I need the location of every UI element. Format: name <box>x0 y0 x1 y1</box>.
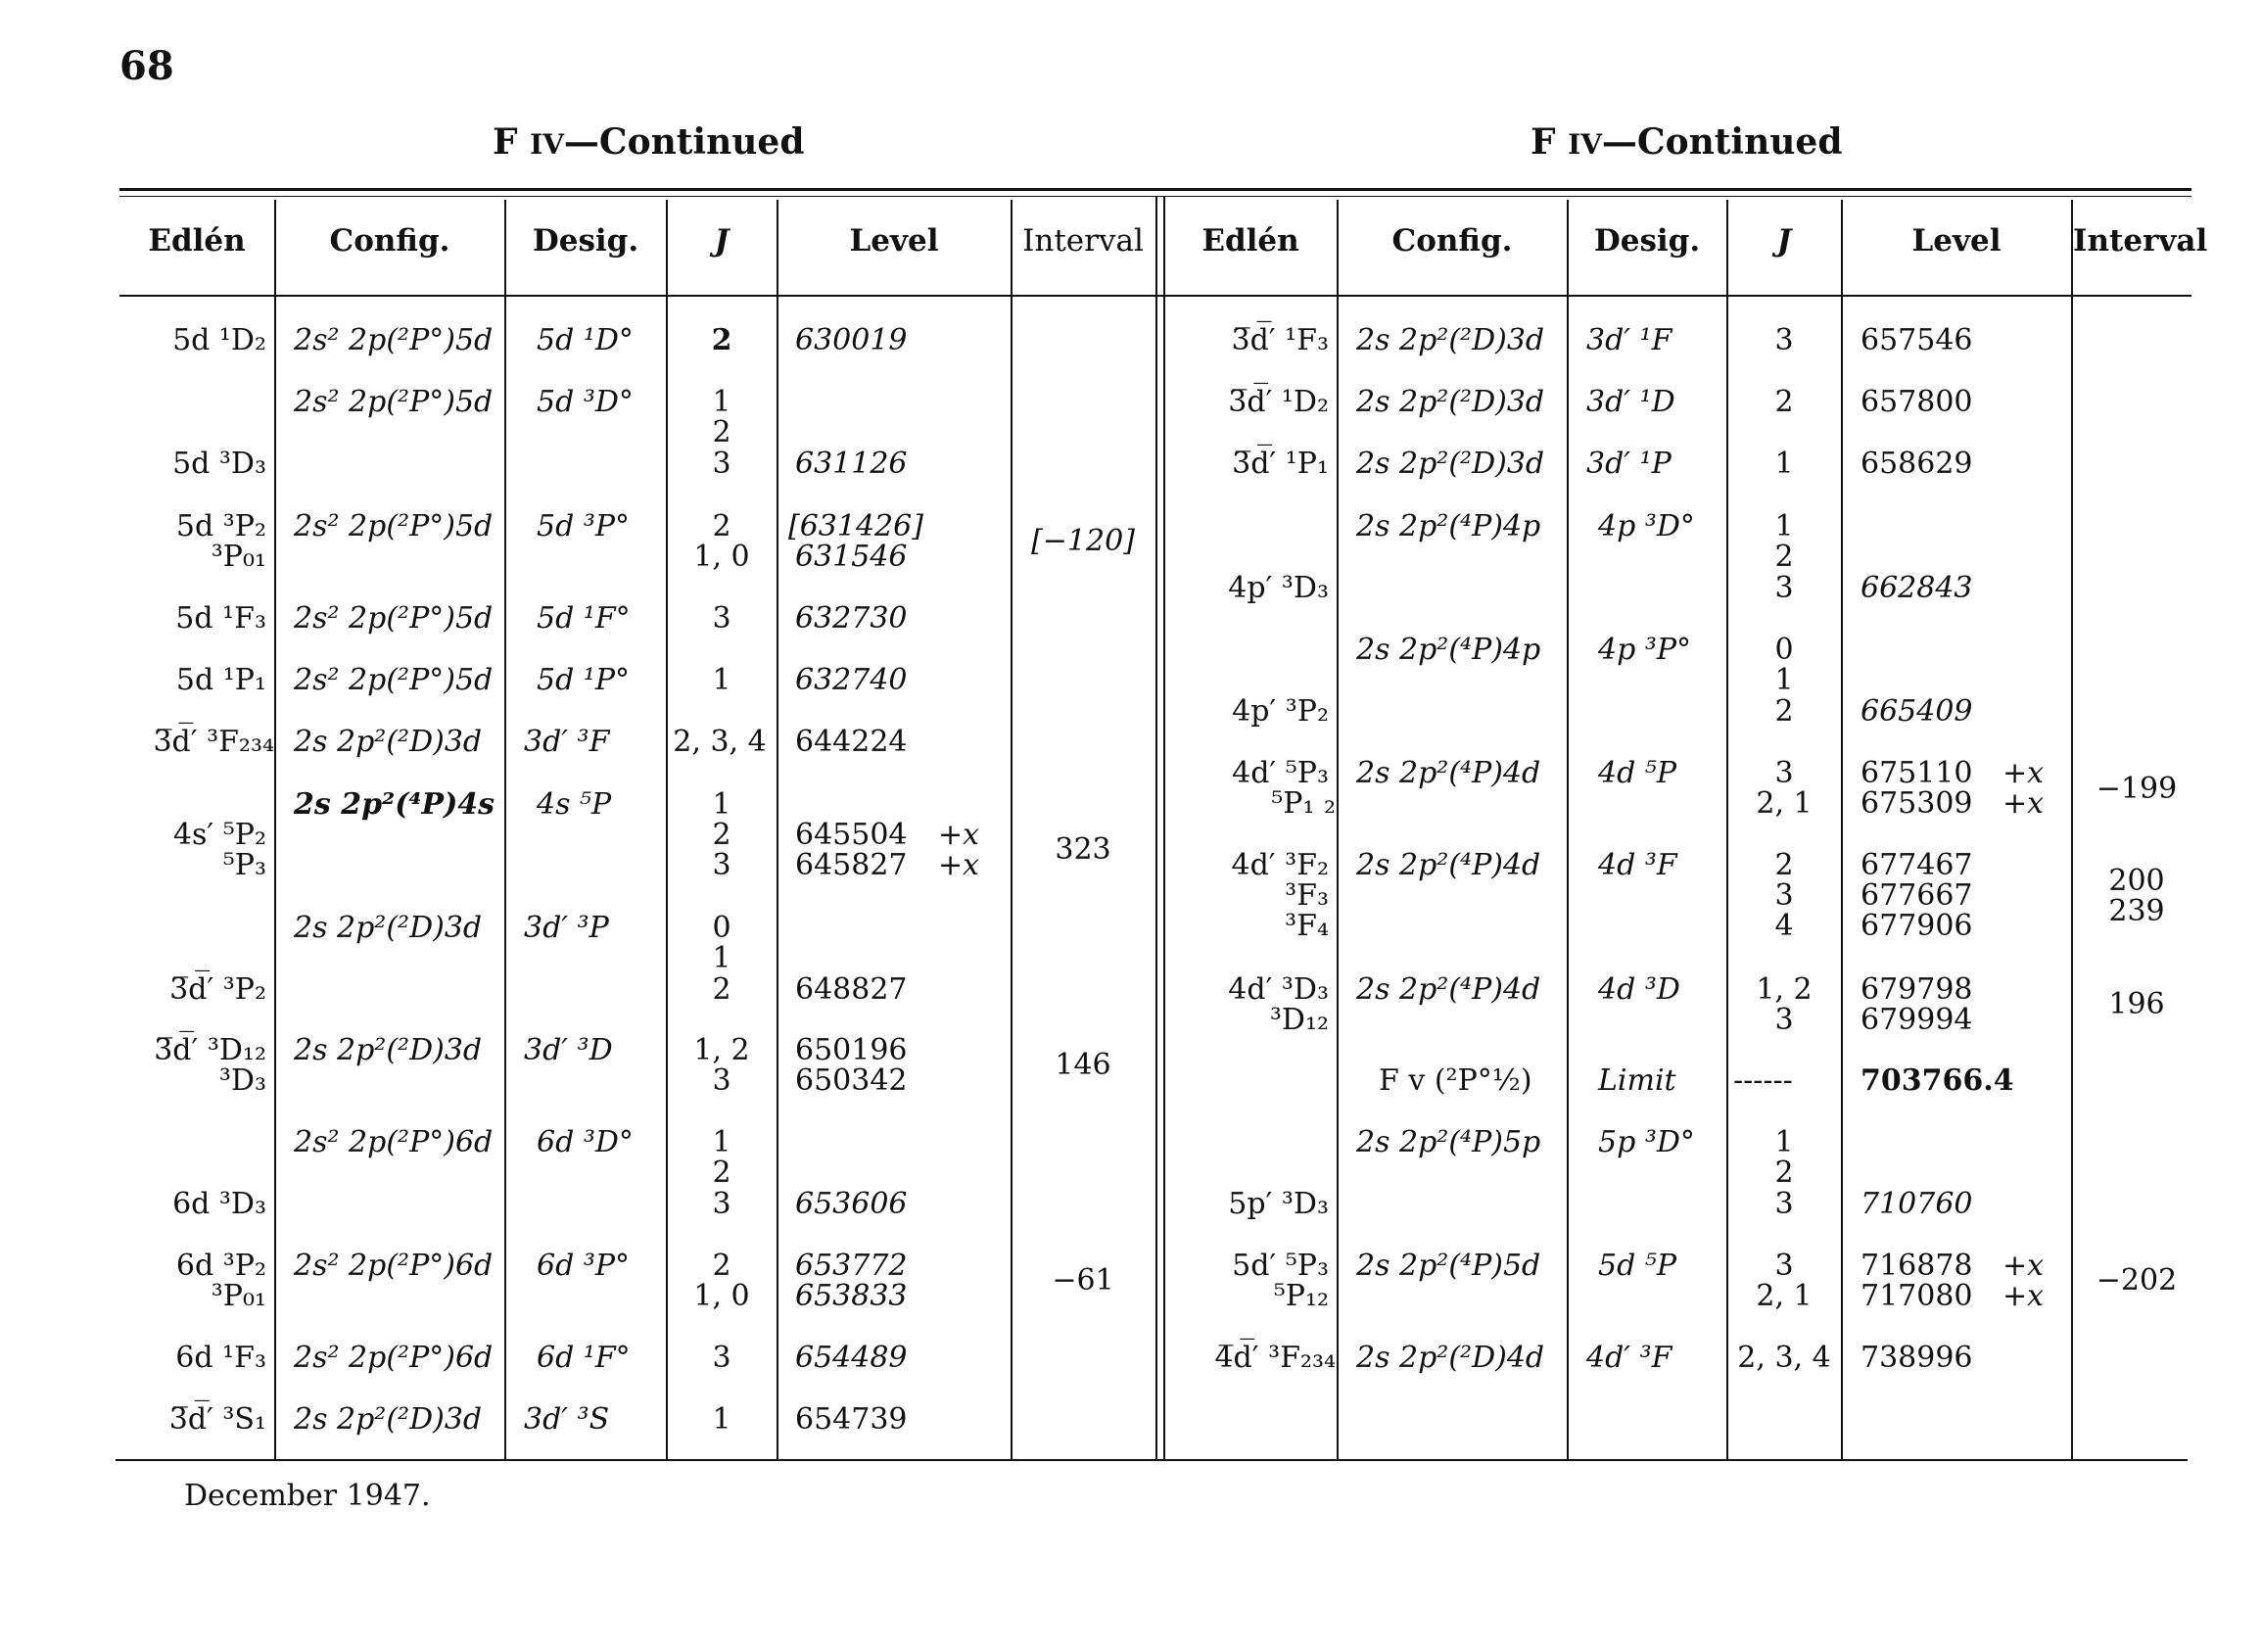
edlen-cell: 6d ³D₃ <box>172 1187 266 1221</box>
edlen-cell: 4̅d̅′ ³F₂₃₄ <box>1214 1341 1336 1375</box>
vline <box>777 200 778 1459</box>
level-cell: 717080 <box>1861 1279 1973 1313</box>
level-cell: 648827 <box>795 972 908 1007</box>
desig-cell: 5d ³D° <box>537 385 634 419</box>
j-cell: 3 <box>712 447 731 481</box>
level-cell: 710760 <box>1861 1187 1973 1221</box>
interval-cell: 239 <box>2108 894 2165 928</box>
edlen-cell: 6d ³P₂ <box>175 1249 266 1283</box>
edlen-cell: 5d′ ⁵P₃ <box>1232 1249 1329 1283</box>
j-cell: 1 <box>712 663 731 697</box>
desig-cell: 6d ¹F° <box>537 1341 631 1375</box>
edlen-cell: 4d′ ³D₃ <box>1228 972 1329 1007</box>
desig-cell: 4d ³D <box>1598 972 1680 1007</box>
j-cell: 3 <box>1774 878 1794 913</box>
desig-cell: 4p ³P° <box>1598 633 1692 667</box>
edlen-cell: 3̅d̅′ ¹F₃ <box>1231 323 1329 357</box>
interval-cell: −202 <box>2096 1263 2178 1298</box>
j-cell: 2 <box>1774 1156 1794 1190</box>
desig-cell: 6d ³D° <box>537 1125 634 1159</box>
config-cell: 2s 2p²(⁴P)5d <box>1356 1249 1541 1283</box>
level-cell: 630019 <box>795 323 908 357</box>
interval-cell: −199 <box>2096 772 2178 806</box>
left-header-j: J <box>714 223 730 259</box>
config-cell: 2s 2p²(⁴P)4s <box>294 787 495 822</box>
vline <box>1726 200 1728 1459</box>
edlen-cell: 5p′ ³D₃ <box>1228 1187 1329 1221</box>
j-cell: 3 <box>1774 756 1794 790</box>
config-cell: 2s² 2p(²P°)6d <box>294 1341 494 1375</box>
edlen-cell: ³F₄ <box>1285 909 1329 943</box>
right-header-config: Config. <box>1391 223 1513 259</box>
edlen-cell: ³P₀₁ <box>211 1279 266 1313</box>
desig-cell: 4s ⁵P <box>537 787 612 822</box>
left-title-rest: —Continued <box>563 121 805 163</box>
config-cell: 2s 2p²(²D)3d <box>1356 385 1545 419</box>
vline <box>1841 200 1843 1459</box>
desig-cell: 4d ³F <box>1598 848 1677 882</box>
plus-x: +x <box>2002 786 2045 821</box>
plus-x: +x <box>938 818 980 852</box>
edlen-cell: 5d ¹D₂ <box>172 323 266 357</box>
config-cell: F v (²P°½) <box>1379 1063 1532 1098</box>
config-cell: 2s² 2p(²P°)5d <box>294 509 494 543</box>
right-title <box>1531 121 1843 163</box>
j-cell: 1, 2 <box>1756 972 1813 1007</box>
config-cell: 2s 2p²(²D)3d <box>294 725 483 759</box>
j-cell: 3 <box>712 1341 731 1375</box>
edlen-cell: 3̅d̅′ ¹P₁ <box>1232 447 1329 481</box>
level-cell: 675110 <box>1861 756 1973 790</box>
level-cell: 631126 <box>795 447 908 481</box>
desig-cell: 5d ¹P° <box>537 663 631 697</box>
left-title-main: F <box>493 121 531 163</box>
j-cell: 0 <box>1774 633 1794 667</box>
desig-cell: 3d′ ³P <box>524 911 609 945</box>
edlen-cell: 4s′ ⁵P₂ <box>172 818 266 852</box>
edlen-cell: 3̅d̅′ ³S₁ <box>168 1402 266 1437</box>
left-header-edlen: Edlén <box>148 223 246 259</box>
level-cell: 662843 <box>1861 571 1973 605</box>
level-cell: 658629 <box>1861 447 1973 481</box>
config-cell: 2s 2p²(²D)3d <box>1356 447 1545 481</box>
j-cell: 1 <box>712 1402 731 1437</box>
j-cell: 2 <box>712 972 731 1007</box>
vline <box>274 200 276 1459</box>
edlen-cell: 4d′ ³F₂ <box>1231 848 1329 882</box>
edlen-cell: ³D₃ <box>218 1063 266 1098</box>
center-double-line <box>1163 196 1165 1459</box>
config-cell: 2s 2p²(⁴P)5p <box>1356 1125 1541 1159</box>
desig-cell: 5d ¹F° <box>537 601 631 636</box>
plus-x: +x <box>2002 1249 2045 1283</box>
level-cell: 677467 <box>1861 848 1973 882</box>
config-cell: 2s² 2p(²P°)5d <box>294 663 494 697</box>
edlen-cell: 5d ³P₂ <box>175 509 266 543</box>
desig-cell: Limit <box>1598 1063 1676 1098</box>
desig-cell: 5d ¹D° <box>537 323 634 357</box>
config-cell: 2s 2p²(²D)3d <box>294 911 483 945</box>
j-cell: 3 <box>1774 1187 1794 1221</box>
level-cell: 677667 <box>1861 878 1973 913</box>
desig-cell: 3d′ ¹P <box>1586 447 1672 481</box>
left-header-config: Config. <box>329 223 450 259</box>
interval-cell: 196 <box>2108 987 2165 1021</box>
j-cell: 1, 0 <box>693 540 750 574</box>
desig-cell: 5d ³P° <box>537 509 631 543</box>
edlen-cell: ⁵P₃ <box>222 848 266 882</box>
config-cell: 2s 2p²(²D)3d <box>1356 323 1545 357</box>
j-cell: 3 <box>1774 323 1794 357</box>
j-cell: 2 <box>711 323 732 357</box>
level-cell: 679798 <box>1861 972 1973 1007</box>
j-cell: 1 <box>712 941 731 975</box>
j-cell: 1 <box>1774 663 1794 697</box>
edlen-cell: 3̅d̅′ ¹D₂ <box>1228 385 1329 419</box>
interval-cell: 146 <box>1055 1048 1111 1082</box>
j-cell: 2 <box>712 818 731 852</box>
footer-date: December 1947. <box>184 1479 431 1513</box>
edlen-cell: 4p′ ³D₃ <box>1228 571 1329 605</box>
j-cell: 3 <box>712 848 731 882</box>
j-cell: 1 <box>1774 447 1794 481</box>
config-cell: 2s 2p²(⁴P)4p <box>1356 633 1541 667</box>
j-cell: 3 <box>1774 571 1794 605</box>
j-cell: 2 <box>712 509 731 543</box>
j-cell: 1 <box>712 787 731 822</box>
level-cell: 677906 <box>1861 909 1973 943</box>
top-rule-thick <box>119 188 2191 191</box>
edlen-cell: 5d ¹P₁ <box>175 663 266 697</box>
config-cell: 2s² 2p(²P°)5d <box>294 323 494 357</box>
desig-cell: 5p ³D° <box>1598 1125 1695 1159</box>
interval-cell: 200 <box>2108 864 2165 898</box>
edlen-cell: ⁵P₁ ₂ <box>1271 786 1336 821</box>
level-cell: 738996 <box>1861 1341 1973 1375</box>
config-cell: 2s² 2p(²P°)6d <box>294 1125 494 1159</box>
right-header-level: Level <box>1911 223 2002 259</box>
j-cell: 0 <box>712 911 731 945</box>
vline <box>666 200 668 1459</box>
level-cell: 654489 <box>795 1341 908 1375</box>
j-cell: 2 <box>1774 694 1794 729</box>
edlen-cell: 5d ³D₃ <box>172 447 266 481</box>
limit-dashes: ------ <box>1733 1063 1793 1098</box>
center-double-line <box>1155 196 1157 1459</box>
level-cell: 645827 <box>795 848 908 882</box>
edlen-cell: 3̅d̅′ ³F₂₃₄ <box>153 725 274 759</box>
desig-cell: 4d′ ³F <box>1586 1341 1672 1375</box>
edlen-cell: 3̅d̅′ ³D₁₂ <box>154 1033 266 1067</box>
edlen-cell: 6d ¹F₃ <box>175 1341 266 1375</box>
j-cell: 2 <box>1774 848 1794 882</box>
j-cell: 2, 1 <box>1756 786 1813 821</box>
level-cell: 653833 <box>795 1279 908 1313</box>
level-cell: 650342 <box>795 1063 908 1098</box>
j-cell: 1 <box>712 385 731 419</box>
desig-cell: 6d ³P° <box>537 1249 631 1283</box>
j-cell: 2, 3, 4 <box>1737 1341 1831 1375</box>
j-cell: 3 <box>1774 1003 1794 1037</box>
level-cell: 631546 <box>795 540 908 574</box>
config-cell: 2s 2p²(²D)3d <box>294 1402 483 1437</box>
j-cell: 2, 1 <box>1756 1279 1813 1313</box>
edlen-cell: ³D₁₂ <box>1269 1003 1329 1037</box>
config-cell: 2s 2p²(⁴P)4p <box>1356 509 1541 543</box>
config-cell: 2s 2p²(⁴P)4d <box>1356 756 1541 790</box>
j-cell: 1, 2 <box>693 1033 750 1067</box>
desig-cell: 4p ³D° <box>1598 509 1695 543</box>
vline <box>1337 200 1339 1459</box>
vline <box>504 200 506 1459</box>
j-cell: 3 <box>712 1063 731 1098</box>
desig-cell: 3d′ ³D <box>524 1033 613 1067</box>
j-cell: 3 <box>712 1187 731 1221</box>
right-title-small: IV <box>1568 128 1602 161</box>
level-cell: 657800 <box>1861 385 1973 419</box>
j-cell: 3 <box>1774 1249 1794 1283</box>
j-cell: 2 <box>1774 540 1794 574</box>
j-cell: 4 <box>1774 909 1794 943</box>
edlen-cell: 4d′ ⁵P₃ <box>1232 756 1329 790</box>
config-cell: 2s² 2p(²P°)6d <box>294 1249 494 1283</box>
level-cell: 632740 <box>795 663 908 697</box>
level-cell: [631426] <box>788 509 923 543</box>
right-header-desig: Desig. <box>1593 223 1701 259</box>
vline <box>1567 200 1569 1459</box>
j-cell: 1 <box>712 1125 731 1159</box>
level-cell: 675309 <box>1861 786 1973 821</box>
bottom-rule <box>116 1459 2188 1461</box>
level-cell: 650196 <box>795 1033 908 1067</box>
interval-cell: 323 <box>1055 832 1111 867</box>
desig-cell: 4d ⁵P <box>1598 756 1677 790</box>
right-header-interval: Interval <box>2073 223 2208 259</box>
desig-cell: 3d′ ¹F <box>1586 323 1672 357</box>
desig-cell: 5d ⁵P <box>1598 1249 1677 1283</box>
level-cell: 632730 <box>795 601 908 636</box>
left-title <box>493 121 805 163</box>
j-cell: 2 <box>1774 385 1794 419</box>
level-cell: 657546 <box>1861 323 1973 357</box>
level-cell: 644224 <box>795 725 908 759</box>
config-cell: 2s 2p²(⁴P)4d <box>1356 972 1541 1007</box>
right-header-j: J <box>1776 223 1792 259</box>
left-header-desig: Desig. <box>532 223 639 259</box>
config-cell: 2s 2p²(²D)3d <box>294 1033 483 1067</box>
level-cell: 679994 <box>1861 1003 1973 1037</box>
j-cell: 2 <box>712 1249 731 1283</box>
level-cell: 645504 <box>795 818 908 852</box>
interval-cell: −61 <box>1052 1263 1114 1298</box>
interval-cell: [−120] <box>1031 524 1135 558</box>
config-cell: 2s 2p²(⁴P)4d <box>1356 848 1541 882</box>
level-cell: 703766.4 <box>1861 1063 2014 1098</box>
plus-x: +x <box>2002 1279 2045 1313</box>
j-cell: 1, 0 <box>693 1279 750 1313</box>
edlen-cell: 4p′ ³P₂ <box>1232 694 1329 729</box>
right-title-rest: —Continued <box>1601 121 1843 163</box>
j-cell: 1 <box>1774 1125 1794 1159</box>
edlen-cell: 5d ¹F₃ <box>175 601 266 636</box>
plus-x: +x <box>938 848 980 882</box>
j-cell: 2, 3, 4 <box>673 725 767 759</box>
edlen-cell: ⁵P₁₂ <box>1273 1279 1329 1313</box>
page-number: 68 <box>119 43 174 89</box>
config-cell: 2s 2p²(²D)4d <box>1356 1341 1545 1375</box>
left-header-interval: Interval <box>1022 223 1144 259</box>
level-cell: 716878 <box>1861 1249 1973 1283</box>
left-title-small: IV <box>530 128 564 161</box>
config-cell: 2s² 2p(²P°)5d <box>294 601 494 636</box>
j-cell: 2 <box>712 1156 731 1190</box>
edlen-cell: ³P₀₁ <box>211 540 266 574</box>
j-cell: 3 <box>712 601 731 636</box>
level-cell: 653772 <box>795 1249 908 1283</box>
level-cell: 653606 <box>795 1187 908 1221</box>
j-cell: 2 <box>712 415 731 449</box>
plus-x: +x <box>2002 756 2045 790</box>
edlen-cell: 3̅d̅′ ³P₂ <box>169 972 266 1007</box>
j-cell: 1 <box>1774 509 1794 543</box>
level-cell: 654739 <box>795 1402 908 1437</box>
left-header-level: Level <box>849 223 939 259</box>
right-title-main: F <box>1531 121 1569 163</box>
edlen-cell: ³F₃ <box>1285 878 1329 913</box>
right-header-edlen: Edlén <box>1201 223 1299 259</box>
desig-cell: 3d′ ³S <box>524 1402 610 1437</box>
desig-cell: 3d′ ³F <box>524 725 610 759</box>
level-cell: 665409 <box>1861 694 1973 729</box>
config-cell: 2s² 2p(²P°)5d <box>294 385 494 419</box>
desig-cell: 3d′ ¹D <box>1586 385 1675 419</box>
